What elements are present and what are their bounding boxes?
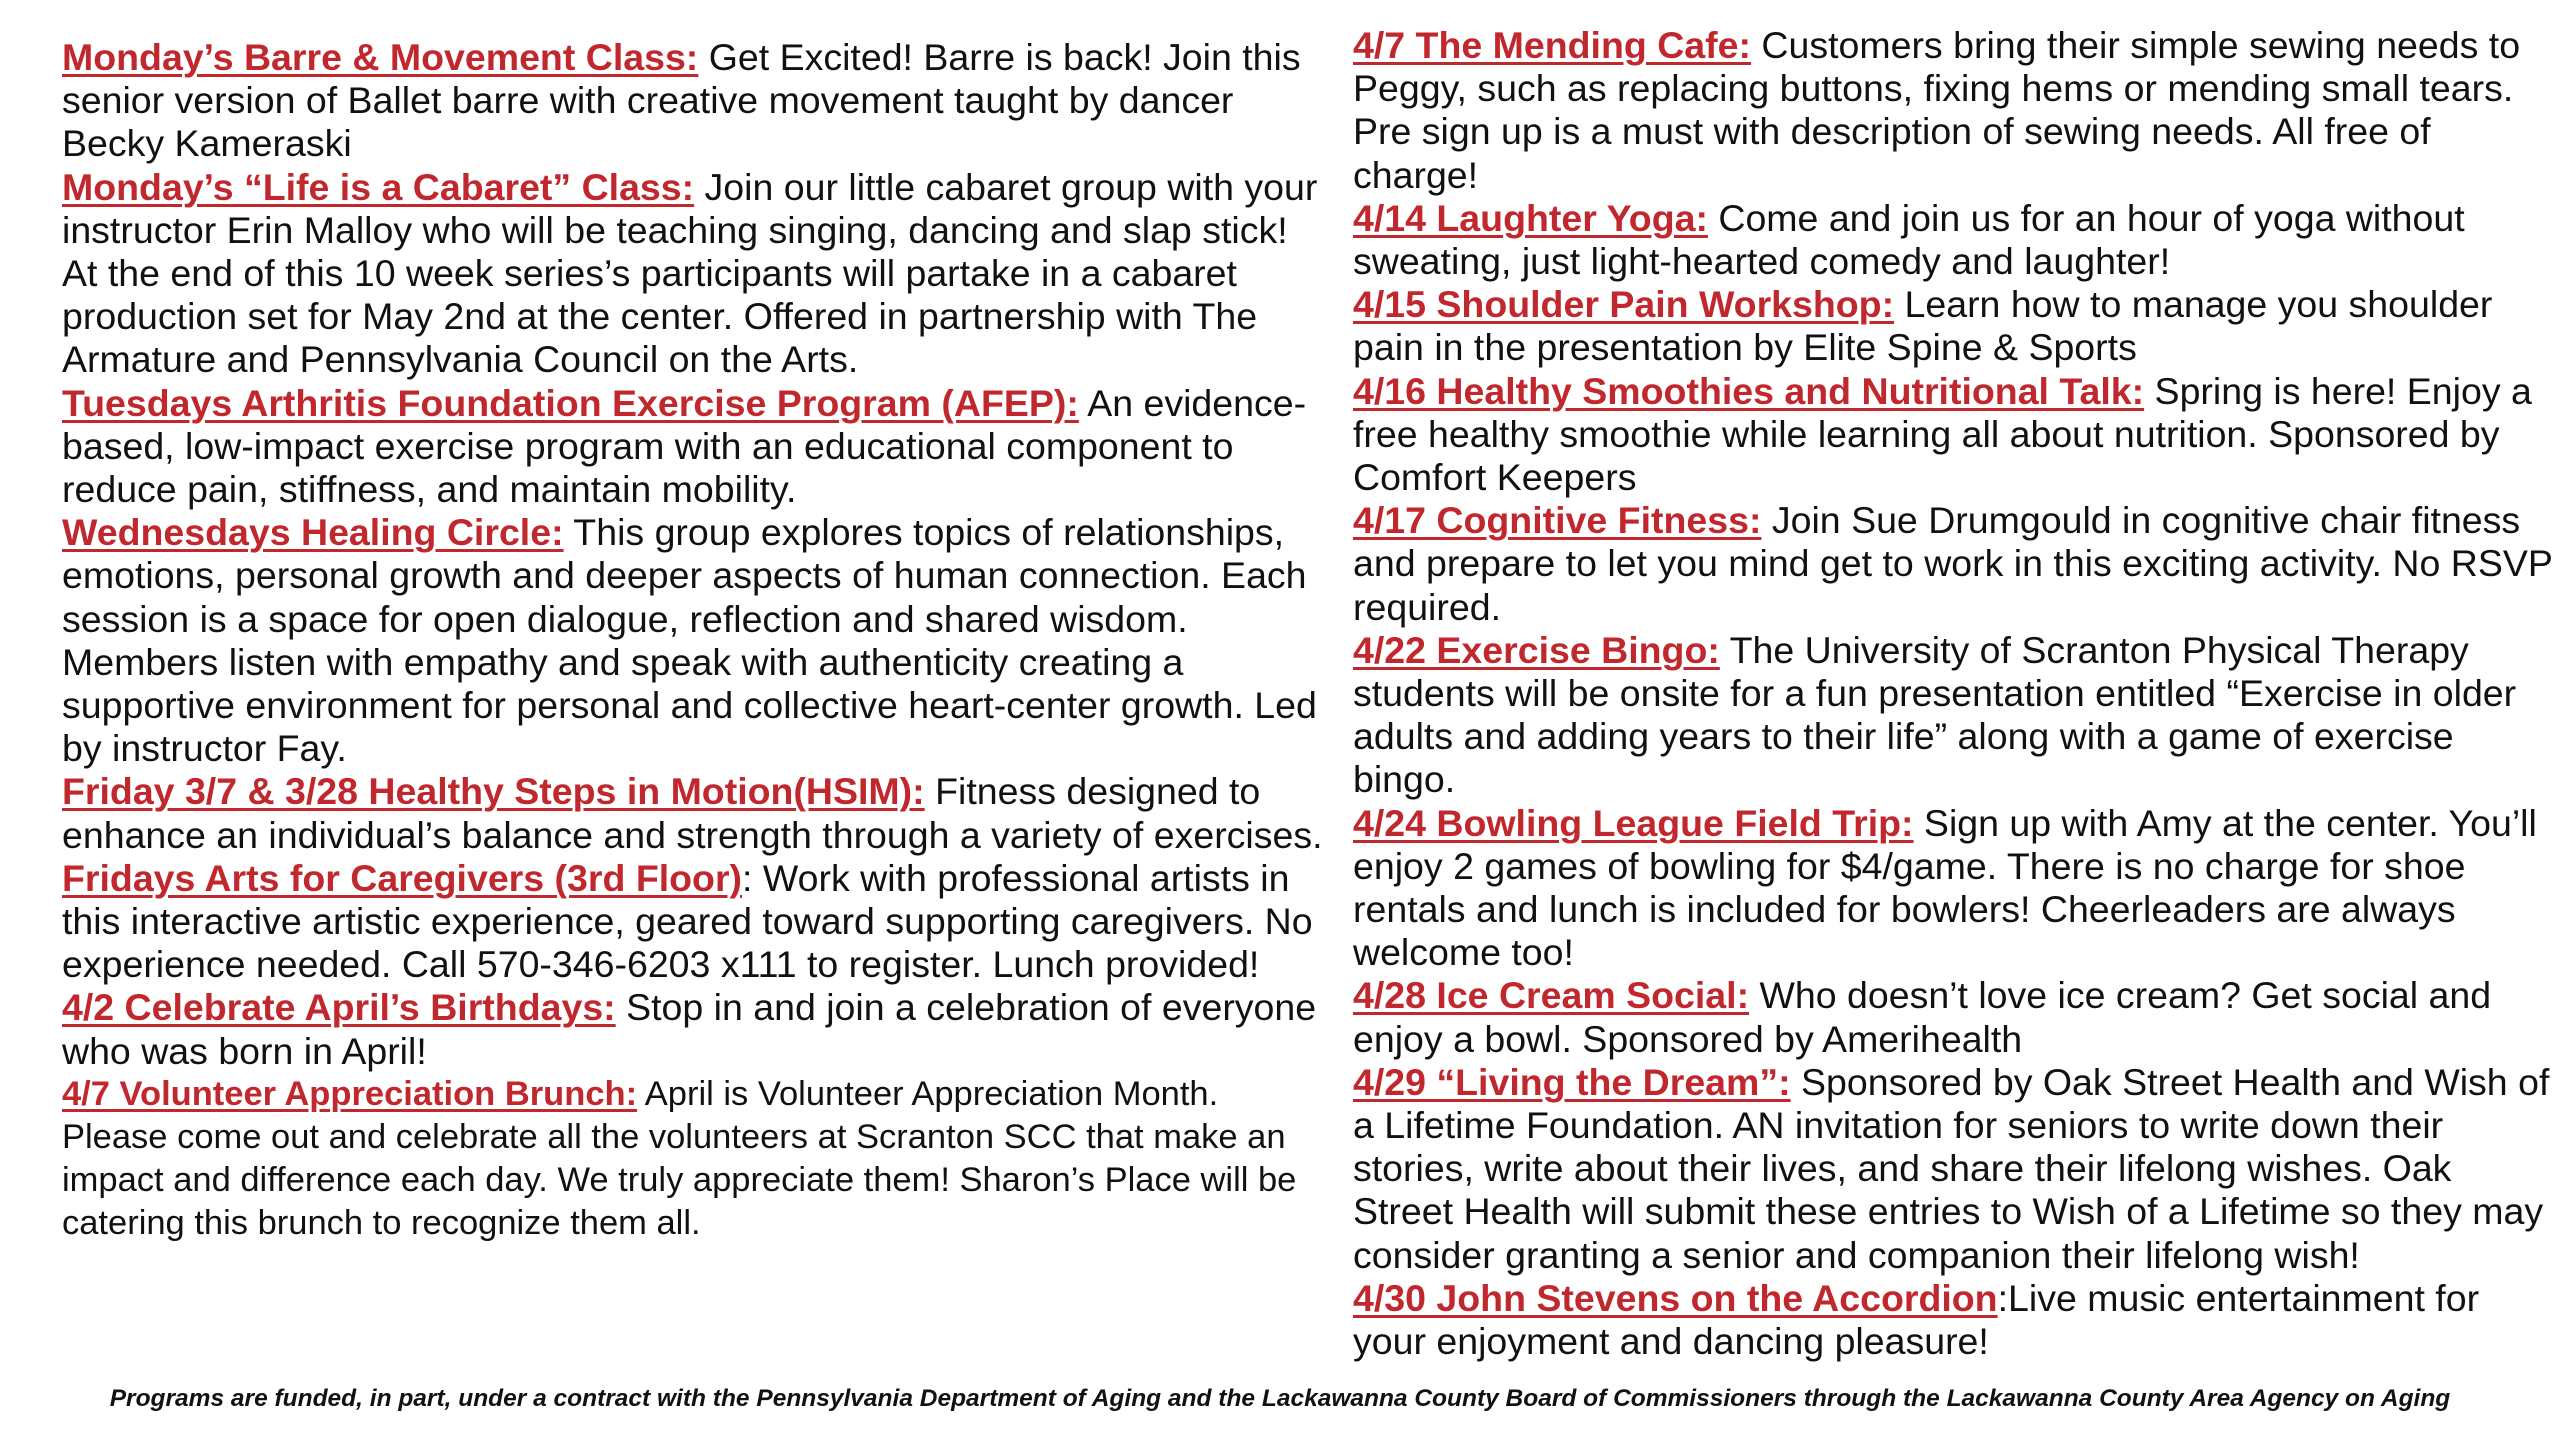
- entry-heading: 4/24 Bowling League Field Trip:: [1353, 801, 1914, 844]
- entry-cabaret-class: [62, 166, 1327, 382]
- entry-text: April is Volunteer Appreciation Month. Please come out and celebrate all the volunteers at Scranton SCC that make an impact and difference each day. We truly appreciate them! Sharon’s Place will be catering this brunch to recognize them all.: [62, 1074, 1297, 1243]
- entry-text: Join our little cabaret group with your instructor Erin Malloy who will be teaching singing, dancing and slap stick! At the end of this 10 week series’s participants will partake in a cabaret production set for May 2nd at the center. Offered in partnership with The Armature and Pennsylvania Council on the Arts.: [62, 165, 1318, 381]
- entry-living-the-dream: [1353, 1061, 2553, 1277]
- entry-heading: 4/14 Laughter Yoga:: [1353, 196, 1708, 239]
- right-column: [1353, 24, 2553, 1363]
- entry-april-birthdays: [62, 986, 1327, 1072]
- entry-text: Sponsored by Oak Street Health and Wish of a Lifetime Foundation. AN invitation for seniors to write down their stories, write about their lives, and share their lifelong wishes. Oak Street Health will submit these entries to Wish of a Lifetime so they may consider granting a senior and companion their lifelong wish!: [1353, 1060, 2550, 1276]
- entry-text: Customers bring their simple sewing needs to Peggy, such as replacing buttons, fixing hems or mending small tears. Pre sign up is a must with description of sewing needs. All free of charge!: [1353, 24, 2521, 196]
- entry-ice-cream-social: [1353, 974, 2553, 1060]
- entry-cognitive-fitness: [1353, 499, 2553, 629]
- entry-heading: Fridays Arts for Caregivers (3rd Floor): [62, 856, 743, 899]
- entry-healing-circle: [62, 511, 1327, 770]
- entry-text: An evidence-based, low-impact exercise program with an educational component to reduce pain, stiffness, and maintain mobility.: [62, 381, 1307, 511]
- entry-text: Fitness designed to enhance an individual’s balance and strength through a variety of exercises.: [62, 770, 1323, 856]
- entry-heading: 4/2 Celebrate April’s Birthdays:: [62, 986, 616, 1029]
- entry-text: :Live music entertainment for your enjoyment and dancing pleasure!: [1353, 1276, 2480, 1363]
- entry-heading: 4/28 Ice Cream Social:: [1353, 974, 1750, 1017]
- entry-heading: 4/29 “Living the Dream”:: [1353, 1060, 1791, 1103]
- entry-smoothies: [1353, 370, 2553, 500]
- entry-text: Who doesn’t love ice cream? Get social and enjoy a bowl. Sponsored by Amerihealth: [1353, 974, 2492, 1060]
- entry-heading: Friday 3/7 & 3/28 Healthy Steps in Motion(HSIM):: [62, 770, 925, 813]
- entry-hsim: [62, 770, 1327, 856]
- entry-heading: 4/22 Exercise Bingo:: [1353, 628, 1720, 671]
- entry-text: Sign up with Amy at the center. You’ll enjoy 2 games of bowling for $4/game. There is no charge for shoe rentals and lunch is included for bowlers! Cheerleaders are always welcome too!: [1353, 801, 2537, 974]
- entry-accordion: [1353, 1277, 2553, 1363]
- entry-heading: Wednesdays Healing Circle:: [62, 511, 564, 554]
- entry-heading: 4/7 Volunteer Appreciation Brunch:: [62, 1074, 638, 1113]
- entry-text: Stop in and join a celebration of everyone who was born in April!: [62, 986, 1317, 1072]
- entry-arts-caregivers: [62, 857, 1327, 987]
- entry-text: Learn how to manage you shoulder pain in the presentation by Elite Spine & Sports: [1353, 283, 2493, 369]
- entry-heading: Tuesdays Arthritis Foundation Exercise Program (AFEP):: [62, 381, 1079, 424]
- funding-footer: Programs are funded, in part, under a contract with the Pennsylvania Department of Aging and the Lackawanna County Board of Commissioners through the Lackawanna County Area Agency on Aging: [109, 1385, 2451, 1412]
- entry-text: : Work with professional artists in this interactive artistic experience, geared toward supporting caregivers. No experience needed. Call 570-346-6203 x111 to register. Lunch provided!: [62, 856, 1313, 986]
- entry-volunteer-brunch: [62, 1073, 1327, 1246]
- entry-heading: Monday’s Barre & Movement Class:: [62, 36, 699, 78]
- entry-text: Get Excited! Barre is back! Join this senior version of Ballet barre with creative movement taught by dancer Becky Kameraski: [62, 36, 1301, 165]
- entry-heading: 4/7 The Mending Cafe:: [1353, 24, 1751, 66]
- entry-heading: 4/30 John Stevens on the Accordion: [1353, 1276, 1998, 1319]
- entry-heading: 4/15 Shoulder Pain Workshop:: [1353, 283, 1895, 326]
- entry-text: This group explores topics of relationships, emotions, personal growth and deeper aspects of human connection. Each session is a space for open dialogue, reflection and shared wisdom. Members listen with empathy and speak with authenticity creating a supportive environment for personal and collective heart-center growth. Led by instructor Fay.: [62, 511, 1317, 770]
- entry-heading: 4/16 Healthy Smoothies and Nutritional Talk:: [1353, 369, 2145, 412]
- entry-shoulder-pain: [1353, 283, 2553, 369]
- entry-exercise-bingo: [1353, 629, 2553, 802]
- entry-heading: 4/17 Cognitive Fitness:: [1353, 499, 1762, 542]
- entry-text: Come and join us for an hour of yoga without sweating, just light-hearted comedy and laughter!: [1353, 196, 2465, 283]
- entry-text: The University of Scranton Physical Therapy students will be onsite for a fun presentation entitled “Exercise in older adults and adding years to their life” along with a game of exercise bingo.: [1353, 628, 2517, 801]
- entry-laughter-yoga: [1353, 197, 2553, 283]
- entry-afep: [62, 382, 1327, 512]
- left-column: [62, 36, 1327, 1246]
- entry-text: Spring is here! Enjoy a free healthy smoothie while learning all about nutrition. Sponsored by Comfort Keepers: [1353, 369, 2532, 499]
- entry-bowling-trip: [1353, 802, 2553, 975]
- entry-text: Join Sue Drumgould in cognitive chair fitness and prepare to let you mind get to work in this exciting activity. No RSVP required.: [1353, 499, 2553, 628]
- entry-heading: Monday’s “Life is a Cabaret” Class:: [62, 165, 695, 208]
- entry-mending-cafe: [1353, 24, 2553, 197]
- entry-barre-class: [62, 36, 1327, 166]
